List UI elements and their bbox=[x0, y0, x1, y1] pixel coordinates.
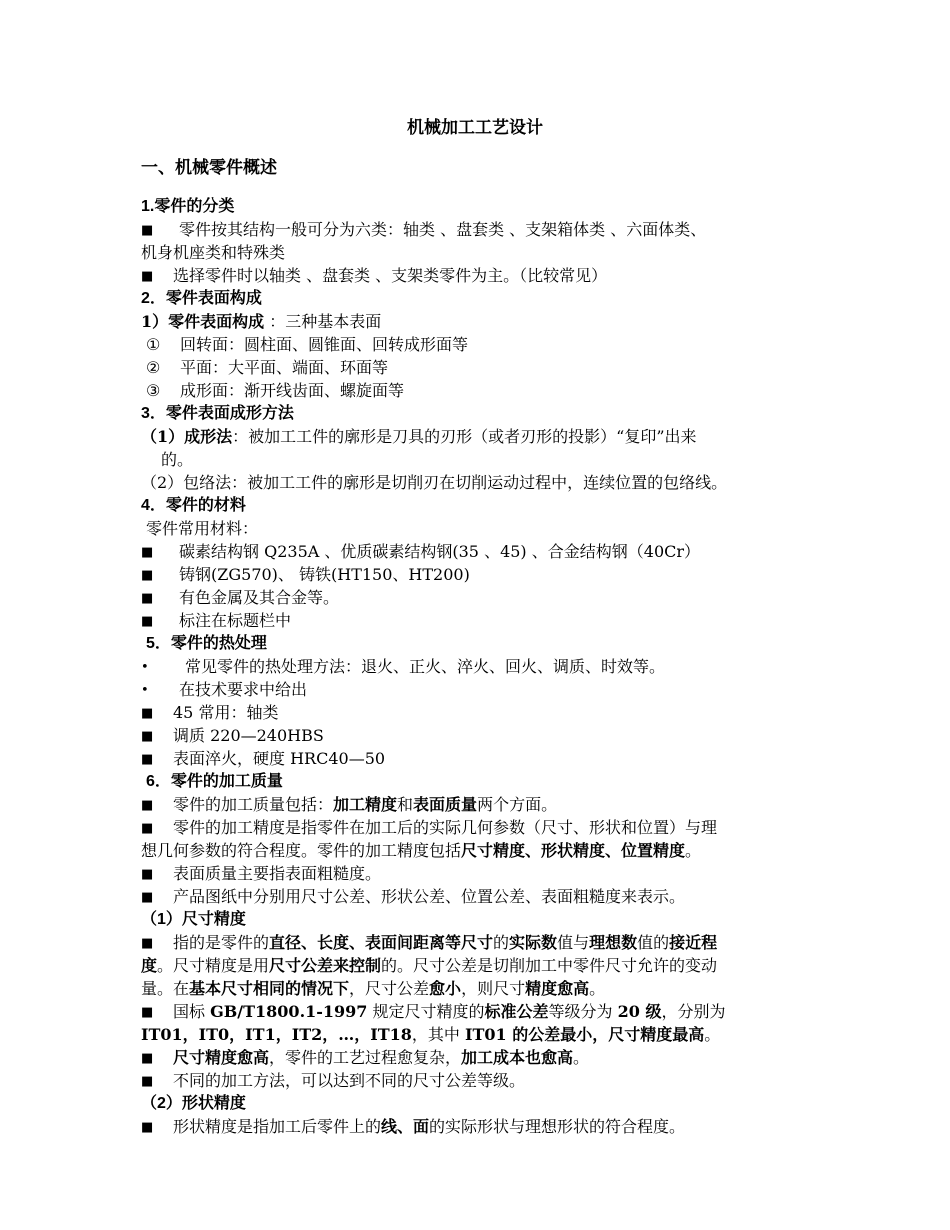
line-text: 在技术要求中给出 bbox=[179, 680, 308, 699]
subsection-heading bbox=[141, 770, 831, 793]
bullet-item bbox=[141, 586, 831, 609]
subsection-heading bbox=[141, 632, 831, 655]
dot-bullet-icon: • bbox=[141, 660, 149, 675]
bullet-item bbox=[141, 885, 831, 908]
line-text: 选择零件时以轴类 、盘套类 、支架类零件为主。（比较常见） bbox=[173, 266, 608, 285]
line-text: 45 常用：轴类 bbox=[173, 703, 279, 722]
paragraph-line: IT01，IT0，IT1，IT2，…，IT18，其中 IT01 的公差最小，尺寸精度最高。 bbox=[141, 1025, 721, 1044]
subsection-heading bbox=[141, 494, 831, 517]
bullet-item bbox=[141, 218, 831, 241]
square-bullet-icon: ■ bbox=[141, 821, 154, 836]
line-text: 回转面：圆柱面、圆锥面、回转成形面等 bbox=[180, 335, 469, 354]
line-text: 常见零件的热处理方法：退火、正火、淬火、回火、调质、时效等。 bbox=[185, 657, 666, 676]
numbered-item bbox=[141, 333, 831, 356]
paragraph-line: 度。尺寸精度是用尺寸公差来控制的。尺寸公差是切削加工中零件尺寸允许的变动 bbox=[141, 956, 718, 975]
paragraph-line bbox=[141, 241, 831, 264]
square-bullet-icon: ■ bbox=[141, 706, 154, 721]
paragraph-line: 1）零件表面构成 ：三种基本表面 bbox=[141, 312, 382, 331]
square-bullet-icon: ■ bbox=[141, 591, 154, 606]
square-bullet-icon: ■ bbox=[141, 269, 154, 284]
bullet-item bbox=[141, 701, 831, 724]
line-text: 2．零件表面构成 bbox=[141, 290, 262, 307]
line-text: 零件常用材料： bbox=[146, 519, 259, 538]
line-text: 标注在标题栏中 bbox=[179, 611, 292, 630]
square-bullet-icon: ■ bbox=[141, 1051, 154, 1066]
bullet-item bbox=[141, 1069, 831, 1092]
square-bullet-icon: ■ bbox=[141, 729, 154, 744]
bullet-item bbox=[141, 724, 831, 747]
paragraph-line bbox=[141, 517, 831, 540]
line-text: 零件按其结构一般可分为六类：轴类 、盘套类 、支架箱体类 、六面体类、 bbox=[179, 220, 707, 239]
bullet-item bbox=[141, 816, 831, 839]
paragraph-line bbox=[141, 471, 831, 494]
dot-bullet-icon: • bbox=[141, 683, 149, 698]
square-bullet-icon: ■ bbox=[141, 568, 154, 583]
line-text: 3．零件表面成形方法 bbox=[141, 405, 294, 422]
subsection-heading bbox=[141, 402, 831, 425]
line-text: 6．零件的加工质量 bbox=[146, 773, 283, 790]
document-body bbox=[141, 195, 831, 1138]
paragraph-line: 想几何参数的符合程度。零件的加工精度包括尺寸精度、形状精度、位置精度。 bbox=[141, 841, 702, 860]
subsection-heading bbox=[141, 287, 831, 310]
subsection-heading bbox=[141, 195, 831, 218]
line-text: 调质 220—240HBS bbox=[173, 726, 324, 745]
section-heading: 一、机械零件概述 bbox=[141, 158, 277, 177]
page-title: 机械加工工艺设计 bbox=[407, 118, 543, 137]
line-text: 5．零件的热处理 bbox=[146, 635, 267, 652]
line-text: 铸钢(ZG570)、 铸铁(HT150、HT200) bbox=[179, 565, 470, 584]
square-bullet-icon: ■ bbox=[141, 867, 154, 882]
bullet-item bbox=[141, 609, 831, 632]
bullet-item bbox=[141, 862, 831, 885]
bullet-item: ■ 指的是零件的直径、长度、表面间距离等尺寸的实际数值与理想数值的接近程 bbox=[141, 931, 831, 954]
line-text: 机身机座类和特殊类 bbox=[141, 243, 286, 262]
circled-number: ① bbox=[146, 335, 161, 354]
square-bullet-icon: ■ bbox=[141, 1120, 154, 1135]
line-text: 不同的加工方法，可以达到不同的尺寸公差等级。 bbox=[173, 1071, 526, 1090]
line-text: 平面：大平面、端面、环面等 bbox=[180, 358, 389, 377]
square-bullet-icon: ■ bbox=[141, 223, 154, 238]
square-bullet-icon: ■ bbox=[141, 545, 154, 560]
circled-number: ③ bbox=[146, 381, 161, 400]
subsection-heading bbox=[141, 1092, 831, 1115]
bullet-item: ■ 零件的加工质量包括：加工精度和表面质量两个方面。 bbox=[141, 793, 831, 816]
circled-number: ② bbox=[146, 358, 161, 377]
line-text: 表面质量主要指表面粗糙度。 bbox=[173, 864, 382, 883]
bullet-item: ■ 国标 GB/T1800.1-1997 规定尺寸精度的标准公差等级分为 20 级，分别为 bbox=[141, 1000, 831, 1023]
square-bullet-icon: ■ bbox=[141, 798, 154, 813]
square-bullet-icon: ■ bbox=[141, 1074, 154, 1089]
line-text: 表面淬火，硬度 HRC40—50 bbox=[173, 749, 386, 768]
bullet-item bbox=[141, 678, 831, 701]
line-text: 成形面：渐开线齿面、螺旋面等 bbox=[180, 381, 405, 400]
bullet-item: ■ 尺寸精度愈高，零件的工艺过程愈复杂，加工成本也愈高。 bbox=[141, 1046, 831, 1069]
bullet-item bbox=[141, 747, 831, 770]
line-text: （2）形状精度 bbox=[141, 1095, 246, 1112]
square-bullet-icon: ■ bbox=[141, 614, 154, 629]
line-text: 有色金属及其合金等。 bbox=[179, 588, 340, 607]
square-bullet-icon: ■ bbox=[141, 752, 154, 767]
bullet-item bbox=[141, 655, 831, 678]
line-text: 1.零件的分类 bbox=[141, 198, 235, 215]
line-text: 碳素结构钢 Q235A 、优质碳素结构钢(35 、45) 、合金结构钢（40Cr） bbox=[179, 542, 701, 561]
line-text: （1）尺寸精度 bbox=[141, 911, 246, 928]
square-bullet-icon: ■ bbox=[141, 890, 154, 905]
square-bullet-icon: ■ bbox=[141, 1005, 154, 1020]
square-bullet-icon: ■ bbox=[141, 936, 154, 951]
bullet-item bbox=[141, 264, 831, 287]
line-text: 4．零件的材料 bbox=[141, 497, 246, 514]
numbered-item bbox=[141, 379, 831, 402]
subsection-heading bbox=[141, 908, 831, 931]
line-text: （2）包络法：被加工工件的廓形是切削刃在切削运动过程中，连续位置的包络线。 bbox=[141, 473, 728, 492]
bullet-item: ■ 形状精度是指加工后零件上的线、面的实际形状与理想形状的符合程度。 bbox=[141, 1115, 831, 1138]
line-text: 的。 bbox=[161, 450, 194, 469]
paragraph-line: 量。在基本尺寸相同的情况下，尺寸公差愈小，则尺寸精度愈高。 bbox=[141, 979, 606, 998]
line-text: 产品图纸中分别用尺寸公差、形状公差、位置公差、表面粗糙度来表示。 bbox=[173, 887, 686, 906]
bullet-item bbox=[141, 563, 831, 586]
numbered-item bbox=[141, 356, 831, 379]
bullet-item bbox=[141, 540, 831, 563]
paragraph-line bbox=[141, 448, 831, 471]
paragraph-line: （1）成形法：被加工工件的廓形是刀具的刃形（或者刃形的投影）“复印”出来 bbox=[141, 427, 697, 446]
line-text: 零件的加工精度是指零件在加工后的实际几何参数（尺寸、形状和位置）与理 bbox=[173, 818, 718, 837]
